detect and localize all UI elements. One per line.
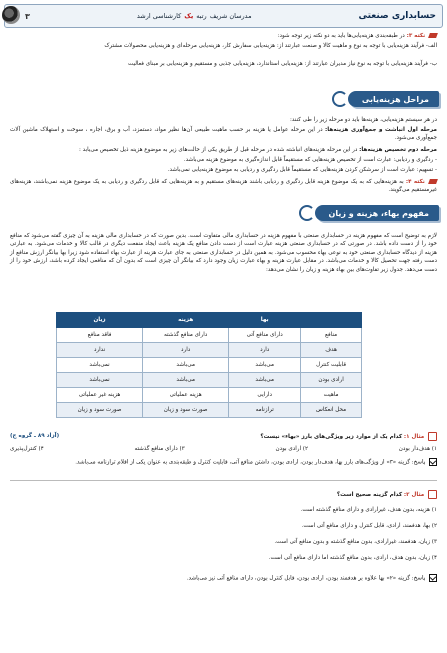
stage-1-text: در این مرحله عوامل یا هزینه بر حسب ماهیت طبیعی آن‌ها نظیر مواد، دستمزد، آب و برق، اجاره ، سوخت و استهلاک ماشین آلات جمع‌آوری می‌شود. bbox=[10, 127, 437, 142]
table-cell: ترازنامه bbox=[229, 403, 301, 418]
table-cell: می‌باشد bbox=[229, 358, 301, 373]
option: ۳) دارای منافع گذشته bbox=[134, 446, 185, 452]
table-header: زیان bbox=[57, 313, 143, 328]
swirl-icon bbox=[299, 205, 315, 221]
example-1-source: (آزاد ۸۹ ـ گروه ج) bbox=[10, 433, 60, 439]
table-row bbox=[57, 343, 362, 358]
note-4 bbox=[10, 178, 437, 195]
checkbox-icon bbox=[429, 574, 437, 582]
example-2 bbox=[10, 490, 437, 499]
logo-icon bbox=[2, 6, 20, 24]
section-title: مراحل هزینه‌یابی bbox=[348, 91, 439, 107]
stage-2-label: مرحله دوم تخصیص هزینه‌ها: bbox=[359, 147, 437, 153]
table-cell: صورت سود و زیان bbox=[57, 403, 143, 418]
brand-label: یک bbox=[184, 12, 194, 20]
option: ۲) بها، هدفمند، ارادی، قابل کنترل و دارای منافع آتی است. bbox=[301, 523, 437, 529]
option: ۱) هدف‌دار بودن bbox=[398, 446, 437, 452]
book-title: حسابداری صنعتی bbox=[358, 11, 436, 21]
divider bbox=[10, 480, 437, 481]
table-cell: دارد bbox=[229, 343, 301, 358]
option: ۴) زیان، بدون هدف، ارادی، بدون منافع گذشته اما دارای منافع آتی است. bbox=[268, 555, 437, 561]
example-2-question: کدام گزینه صحیح است؟ bbox=[336, 492, 403, 498]
table-row bbox=[57, 373, 362, 388]
table-cell: صورت سود و زیان bbox=[143, 403, 229, 418]
table-cell: ماهیت bbox=[301, 388, 362, 403]
checkbox-icon bbox=[429, 458, 437, 466]
stage-2 bbox=[10, 146, 437, 154]
table-cell: فاقد منافع bbox=[57, 328, 143, 343]
concepts-paragraph: لازم به توضیح است که مفهوم هزینه در حسابداری صنعتی با مفهوم هزینه در حسابداری مالی متفاوت است. بدین صورت که در حسابداری مالی هزینه به آن چیزی گفته می‌شود که منافع خود را از دست داده باشد. در صورتی که در حسابداری صنعتی هزینه عبارت است از دست دادن منافع یک هزینه باعث ایجاد منفعت دیگری در قالب کالا و خدمات می‌شود. به عبارتی هزینه از دیدگاه حسابداری صنعتی خود به نوعی بهاء محسوب می‌شود. به همین دلیل در حسابداری صنعتی به جای عبارت هزینه از عبارت بهاء استفاده شود زیرا بها بیانگر ارزش منافع از دست رفته جهت تحصیل کالا و خدمات می‌باشد. در مقابل عبارت هزینه و بهاء عبارت زیان وجود دارد که بیانگر آن چیزی است که بدون آن که منافعی ایجاد کرده باشد، ارزش خود را از دست می‌دهد. جدول زیر تفاوت‌های بین بهاء هزینه و زیان را نشان می‌دهد: bbox=[10, 233, 437, 273]
table-cell: قابلیت کنترل bbox=[301, 358, 362, 373]
note-3-text: در طبقه‌بندی هزینه‌یابی‌ها باید به دو نکته زیر توجه شود: bbox=[277, 33, 405, 39]
table-cell: هدف bbox=[301, 343, 362, 358]
bullet-allocation: - تسهیم: عبارت است از سرشکن کردن هزینه‌هایی که مستقیماً قابل ردگیری و ردیابی به موضوع هزینه‌یابی نمی‌باشد. bbox=[167, 167, 437, 173]
table-header: بها bbox=[229, 313, 301, 328]
table-row bbox=[57, 388, 362, 403]
page-header bbox=[4, 4, 443, 28]
publisher-line bbox=[137, 12, 252, 20]
answer-text: پاسخ: گزینه «۳» از ویژگی‌های بارز بها، هدف‌دار بودن، ارادی بودن، داشتن منافع آتی، قابلیت کنترل و طبقه‌بندی به عنوان یکی از اقلام ترازنامه می‌باشد. bbox=[75, 459, 426, 466]
table-cell: می‌باشد bbox=[229, 373, 301, 388]
table-cell: دارای منافع آتی bbox=[229, 328, 301, 343]
intro-line-b: ب- فرآیند هزینه‌یابی با توجه به نوع نیاز مدیران عبارتند از: هزینه‌یابی استاندارد، هزینه‌یابی جذبی و مستقیم و هزینه‌یابی بر مبنای فعالیت bbox=[128, 61, 437, 67]
example-1-answer bbox=[10, 458, 437, 467]
table-row bbox=[57, 358, 362, 373]
intro-line-a: الف- فرآیند هزینه‌یابی با توجه به نوع و ماهیت کالا و صنعت عبارتند از: هزینه‌یابی سفارش کار، هزینه‌یابی مرحله‌ای و هزینه‌یابی محصولات مشترک bbox=[104, 43, 437, 49]
table-cell: می‌باشد bbox=[143, 358, 229, 373]
section-title: مفهوم بهاء، هزینه و زیان bbox=[315, 205, 440, 221]
table-cell: منافع bbox=[301, 328, 362, 343]
page-number: ۳ bbox=[25, 11, 30, 21]
publisher-name: مدرسان شریف bbox=[209, 12, 252, 20]
table-cell: دارایی bbox=[229, 388, 301, 403]
table-cell: دارد bbox=[143, 343, 229, 358]
bullet-tracing: - ردگیری و ردیابی: عبارت است از تخصیص هزینه‌هایی که مستقیماً قابل اندازه‌گیری به موضوع هزینه می‌باشد. bbox=[183, 157, 437, 163]
stage-1 bbox=[10, 126, 437, 143]
note-3-label: نکته ۳: bbox=[406, 33, 426, 39]
table-cell: هزینه عملیاتی bbox=[143, 388, 229, 403]
example-1-options bbox=[10, 446, 437, 452]
table-cell: ندارد bbox=[57, 343, 143, 358]
table-cell: هزینه غیر عملیاتی bbox=[57, 388, 143, 403]
example-2-answer bbox=[10, 574, 437, 583]
pencil-icon bbox=[428, 33, 438, 38]
comparison-table bbox=[56, 312, 362, 418]
table-row bbox=[57, 328, 362, 343]
section-stages-heading bbox=[330, 90, 439, 108]
stages-intro: در هر سیستم هزینه‌یابی، هزینه‌ها باید دو مرحله زیر را طی کنند: bbox=[290, 117, 437, 123]
section-concepts-heading bbox=[297, 204, 440, 222]
note-3 bbox=[10, 32, 437, 40]
pencil-icon bbox=[428, 490, 437, 499]
table-header: هزینه bbox=[143, 313, 229, 328]
example-2-label: مثال ۲: bbox=[403, 492, 425, 498]
option: ۳) زیان، هدفمند، غیرارادی، بدون منافع گذشته و بدون منافع آتی است. bbox=[274, 539, 437, 545]
exam-label: کارشناسی ارشد bbox=[136, 12, 182, 20]
option: ۲) ارادی بودن bbox=[275, 446, 308, 452]
stage-1-label: مرحله اول انباشت و جمع‌آوری هزینه‌ها: bbox=[325, 127, 437, 133]
note-4-label: نکته ۴: bbox=[405, 179, 425, 185]
table-cell: ارادی بودن bbox=[301, 373, 362, 388]
pencil-icon bbox=[428, 179, 438, 184]
example-1-question: کدام یک از موارد زیر ویژگی‌های بارز «بهاء» نیست؟ bbox=[260, 434, 403, 440]
option: ۱) هزینه، بدون هدف، غیرارادی و دارای منافع گذشته است. bbox=[300, 507, 437, 513]
option: ۴) کنترل‌پذیری bbox=[10, 446, 44, 452]
answer-text: پاسخ: گزینه «۲» بها علاوه بر هدفمند بودن، ارادی بودن، قابل کنترل بودن، دارای منافع آتی نیز می‌باشد. bbox=[186, 575, 426, 582]
table-cell: می‌باشد bbox=[143, 373, 229, 388]
stage-2-text: در این مرحله هزینه‌های انباشته شده در مرحله قبل از طریق یکی از حالت‌های زیر به موضوع هزینه ذیل تخصیص می‌یابد : bbox=[78, 147, 358, 153]
table-header-row bbox=[57, 313, 362, 328]
table-cell: نمی‌باشد bbox=[57, 358, 143, 373]
table-cell: محل انعکاس bbox=[301, 403, 362, 418]
swirl-icon bbox=[332, 91, 348, 107]
pencil-icon bbox=[428, 432, 437, 441]
table-row bbox=[57, 403, 362, 418]
table-cell: نمی‌باشد bbox=[57, 373, 143, 388]
note-4-text: به هزینه‌هایی که به یک موضوع هزینه قابل ردگیری و ردیابی باشند هزینه‌های مستقیم و به هزینه‌هایی که قابل ردگیری و ردیابی به یک موضوع هزینه نمی‌باشند، هزینه‌های غیرمستقیم می‌گویند. bbox=[10, 179, 437, 194]
rank-label: رتبه bbox=[196, 12, 207, 20]
example-1-label: مثال ۱: bbox=[403, 434, 425, 440]
table-cell: دارای منافع گذشته bbox=[143, 328, 229, 343]
example-1 bbox=[10, 432, 437, 441]
table-header-empty bbox=[301, 313, 362, 328]
